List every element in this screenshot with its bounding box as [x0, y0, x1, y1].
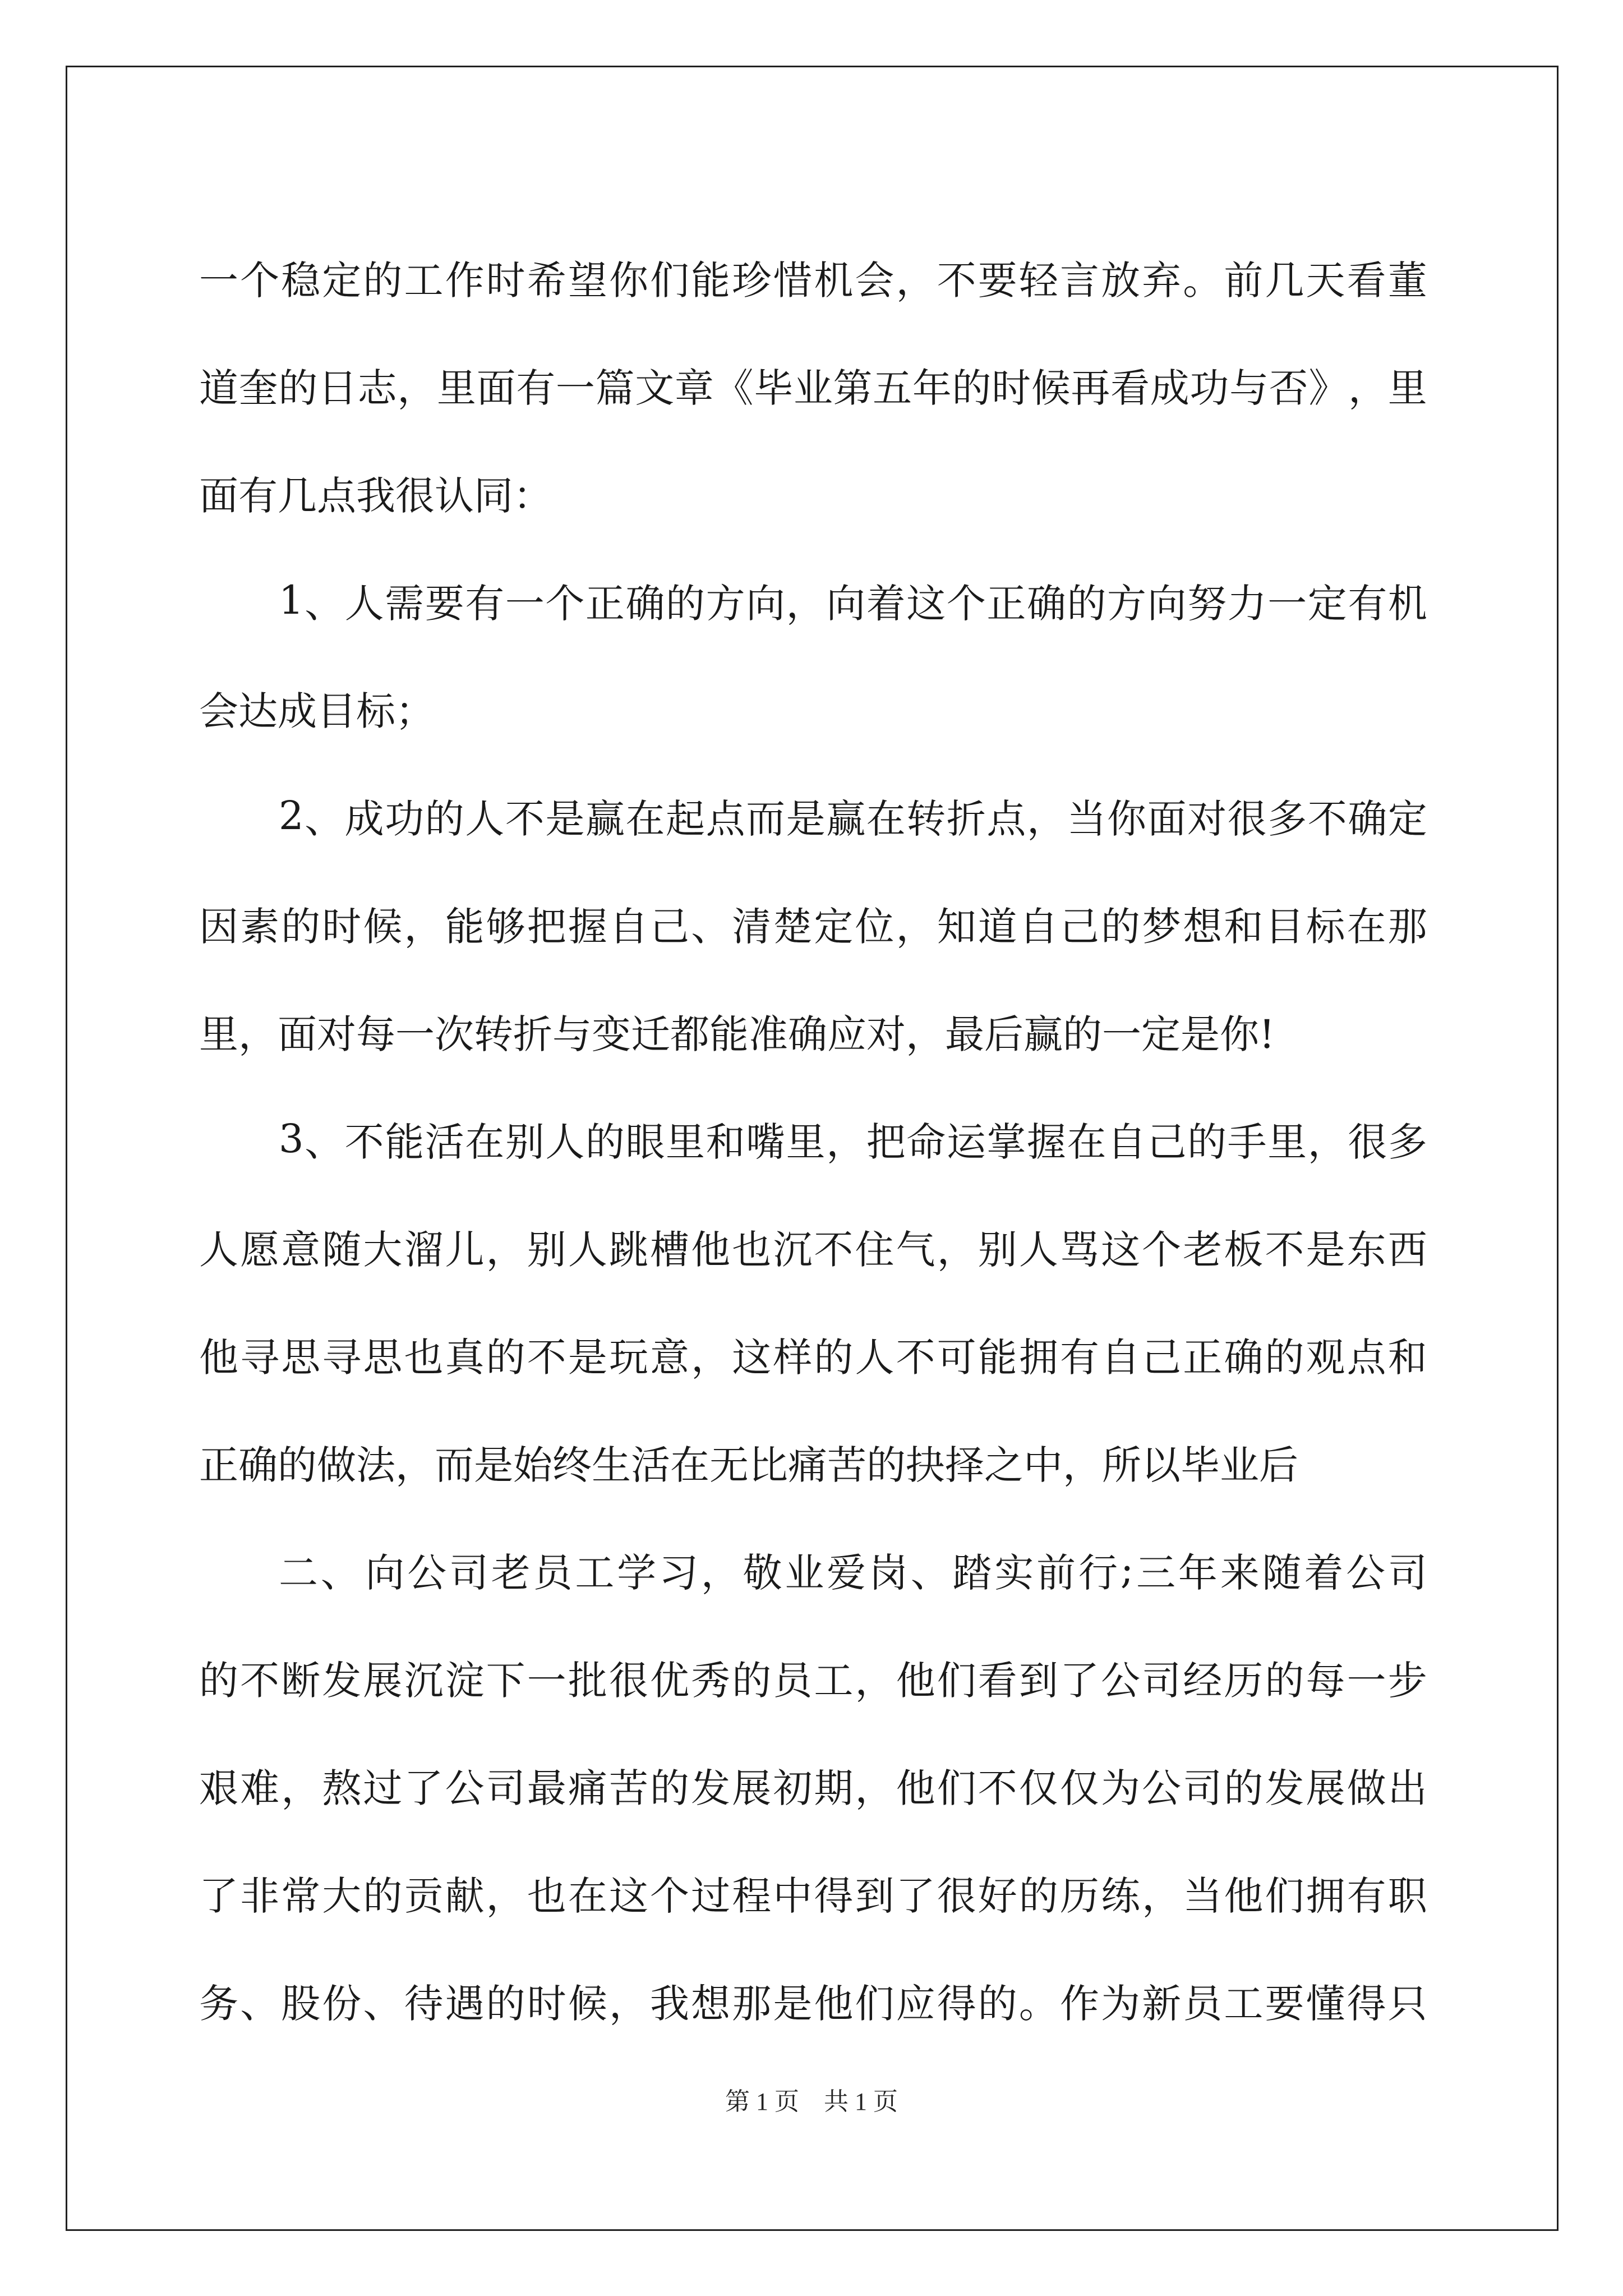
text-line: 面有几点我很认同：: [199, 472, 552, 519]
text-line: 1 、 人 需 要 有 一 个 正 确 的 方 向 ， 向 着 这 个 正 确 的 方 向 努 力 一 定 有 机: [279, 577, 1427, 627]
text-line: 2 、 成 功 的 人 不 是 赢 在 起 点 而 是 赢 在 转 折 点 ， 当 你 面 对 很 多 不 确 定: [279, 793, 1427, 842]
text-line: 务 、 股 份 、 待 遇 的 时 候 ， 我 想 那 是 他 们 应 得 的 。 作 为 新 员 工 要 懂 得 只: [199, 1980, 1427, 2027]
page-footer: 第 1 页 共 1 页: [725, 2088, 898, 2115]
document-body: [199, 223, 1427, 2054]
text-line: 他 寻 思 寻 思 也 真 的 不 是 玩 意 ， 这 样 的 人 不 可 能 拥 有 自 己 正 确 的 观 点 和: [199, 1334, 1427, 1381]
text-line: 的 不 断 发 展 沉 淀 下 一 批 很 优 秀 的 员 工 ， 他 们 看 到 了 公 司 经 历 的 每 一 步: [199, 1657, 1427, 1704]
text-line: 里，面对每一次转折与变迁都能准确应对，最后赢的一定是你!: [199, 1011, 1275, 1057]
text-line: 二 、 向 公 司 老 员 工 学 习 ， 敬 业 爱 岗 、 踏 实 前 行 ; 三 年 来 随 着 公 司: [279, 1547, 1427, 1596]
text-line: 会达成目标；: [199, 688, 435, 734]
text-line: 道 奎 的 日 志 ， 里 面 有 一 篇 文 章 《 毕 业 第 五 年 的 时 候 再 看 成 功 与 否 》 ， 里: [199, 365, 1427, 411]
text-line: 因 素 的 时 候 ， 能 够 把 握 自 己 、 清 楚 定 位 ， 知 道 自 己 的 梦 想 和 目 标 在 那: [199, 903, 1427, 950]
text-line: 艰 难 ， 熬 过 了 公 司 最 痛 苦 的 发 展 初 期 ， 他 们 不 仅 仅 为 公 司 的 发 展 做 出: [199, 1765, 1427, 1811]
text-line: 3 、 不 能 活 在 别 人 的 眼 里 和 嘴 里 ， 把 命 运 掌 握 在 自 己 的 手 里 ， 很 多: [279, 1116, 1427, 1165]
text-line: 了 非 常 大 的 贡 献 ， 也 在 这 个 过 程 中 得 到 了 很 好 的 历 练 ， 当 他 们 拥 有 职: [199, 1872, 1427, 1919]
text-line: 正确的做法，而是始终生活在无比痛苦的抉择之中，所以毕业后: [199, 1442, 1298, 1488]
text-line: 一 个 稳 定 的 工 作 时 希 望 你 们 能 珍 惜 机 会 ， 不 要 轻 言 放 弃 。 前 几 天 看 董: [199, 257, 1427, 303]
text-line: 人 愿 意 随 大 溜 儿 ， 别 人 跳 槽 他 也 沉 不 住 气 ， 别 人 骂 这 个 老 板 不 是 东 西: [199, 1226, 1427, 1273]
